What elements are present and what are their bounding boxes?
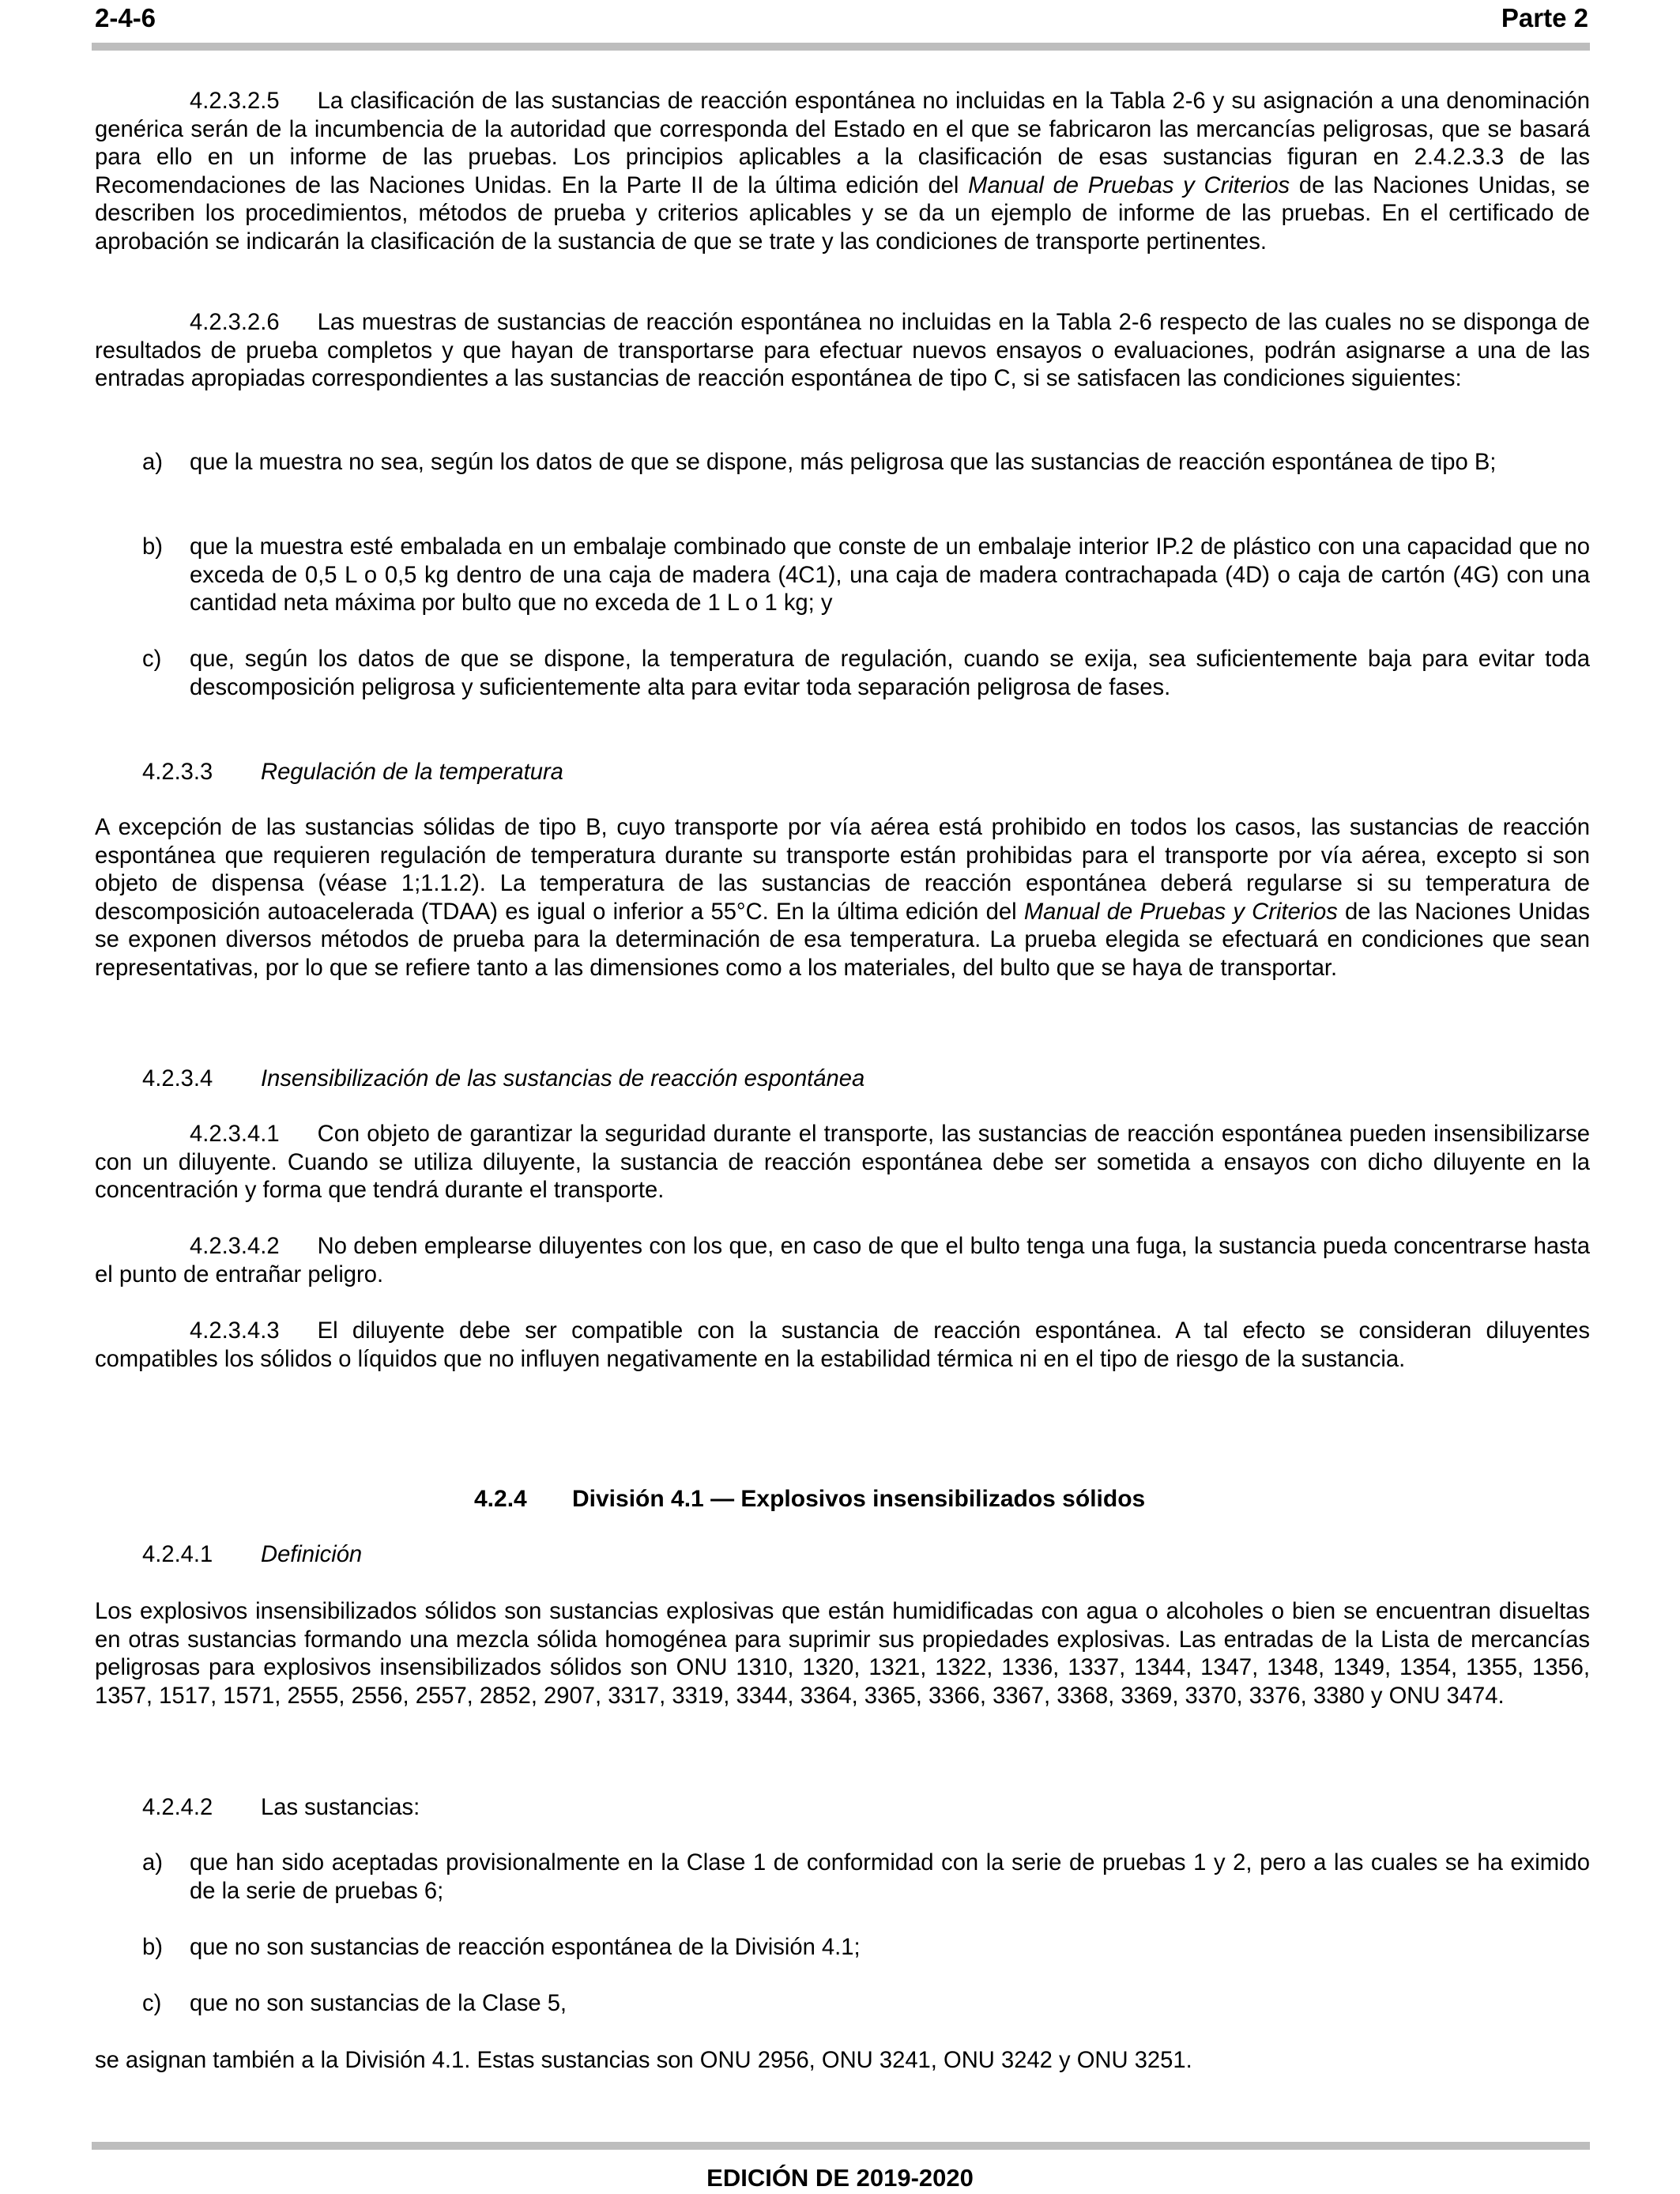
page-header-part: Parte 2 [1501, 3, 1588, 32]
paragraph-4-2-3-4-2 [95, 1233, 1590, 1289]
page-header-number: 2-4-6 [95, 3, 156, 32]
page-footer-edition: EDICIÓN DE 2019-2020 [706, 2164, 974, 2192]
list-item-letter: b) [142, 1935, 163, 1960]
heading-4-2-4-1 [142, 1541, 362, 1570]
list-item [95, 1934, 1590, 1962]
list-item-text: que, según los datos de que se dispone, la temperatura de regulación, cuando se exija, sea suficientemente baja para evitar toda descomposición peligrosa y suficientemente alta para evitar toda separación peligrosa de fases. [190, 647, 1590, 700]
paragraph-4-2-3-4-1 [95, 1121, 1590, 1205]
heading-title: Las sustancias: [261, 1795, 420, 1820]
list-item-letter: c) [142, 647, 162, 672]
paragraph-text: A excepción de las sustancias sólidas de tipo B, cuyo transporte por vía aérea está prohibido en todos los casos, las sustancias de reacción espontánea que requieren regulación de temperatura durante su transporte están prohibidas para el transporte por vía aérea, excepto si son objeto de dispensa (véase 1;1.1.2). La temperatura de las sustancias de reacción espontánea deberá regularse si su temperatura de descomposición autoacelerada (TDAA) es igual o inferior a 55°C. En la última edición del [95, 815, 1590, 925]
paragraph-text: se asignan también a la División 4.1. Estas sustancias son ONU 2956, ONU 3241, ONU 3242 y ONU 3251. [95, 2048, 1192, 2073]
list-item-letter: c) [142, 1991, 162, 2016]
list-item-text: que no son sustancias de la Clase 5, [190, 1991, 567, 2016]
heading-title: Insensibilización de las sustancias de reacción espontánea [261, 1066, 865, 1091]
paragraph-number: 4.2.3.2.6 [190, 310, 280, 335]
list-item [95, 1849, 1590, 1906]
paragraph-number: 4.2.3.4.1 [190, 1122, 280, 1147]
heading-number: 4.2.4.2 [142, 1795, 213, 1820]
list-item-letter: a) [142, 450, 163, 475]
paragraph-number: 4.2.3.4.3 [190, 1318, 280, 1344]
list-item [95, 646, 1590, 702]
paragraph-text: de las Naciones Unidas se exponen diversos métodos de prueba para la determinación de esa temperatura. La prueba elegida se efectuará en condiciones que sean representativas, por lo que se refiere tanto a las dimensiones como a los materiales, del bulto que se haya de transportar. [95, 899, 1591, 981]
list-item-letter: a) [142, 1850, 163, 1875]
paragraph-4-2-4-1 [95, 1598, 1590, 1710]
section-title-text: División 4.1 — Explosivos insensibilizados sólidos [572, 1486, 1146, 1512]
list-item-text: que han sido aceptadas provisionalmente en la Clase 1 de conformidad con la serie de pruebas 1 y 2, pero a las cuales se ha eximido de la serie de pruebas 6; [190, 1850, 1590, 1904]
list-item [95, 449, 1590, 477]
paragraph-4-2-3-3 [95, 814, 1590, 982]
heading-number: 4.2.3.3 [142, 760, 213, 785]
paragraph-text: de las Naciones Unidas, se describen los procedimientos, métodos de prueba y criterios aplicables y se da un ejemplo de informe de las pruebas. En el certificado de aprobación se indicarán la clasificación de la sustancia de que se trate y las condiciones de transporte pertinentes. [95, 172, 1590, 254]
paragraph-text: Con objeto de garantizar la seguridad durante el transporte, las sustancias de reacción espontánea pueden insensibilizarse con un diluyente. Cuando se utiliza diluyente, la sustancia de reacción espontánea debe ser sometida a ensayos con dicho diluyente en la concentración y forma que tendrá durante el transporte. [95, 1122, 1590, 1203]
manual-title-italic: Manual de Pruebas y Criterios [968, 172, 1290, 198]
section-title-4-2-4 [474, 1486, 1145, 1513]
list-item [95, 1990, 1590, 2019]
heading-4-2-3-3 [142, 759, 563, 787]
paragraph-text: El diluyente debe ser compatible con la sustancia de reacción espontánea. A tal efecto se consideran diluyentes compatibles los sólidos o líquidos que no influyen negativamente en la estabilidad térmica ni en el tipo de riesgo de la sustancia. [95, 1318, 1590, 1372]
heading-title: Definición [261, 1542, 363, 1567]
list-item-text: que no son sustancias de reacción espontánea de la División 4.1; [190, 1935, 861, 1960]
paragraph-number: 4.2.3.4.2 [190, 1234, 280, 1259]
paragraph-number: 4.2.3.2.5 [190, 89, 280, 114]
list-item-letter: b) [142, 534, 163, 560]
paragraph-4-2-3-4-3 [95, 1318, 1590, 1374]
list-item [95, 533, 1590, 618]
heading-4-2-3-4 [142, 1065, 864, 1094]
manual-title-italic: Manual de Pruebas y Criterios [1023, 899, 1338, 925]
heading-4-2-4-2 [142, 1794, 420, 1823]
paragraph-final [95, 2047, 1590, 2075]
list-item-text: que la muestra esté embalada en un embalaje combinado que conste de un embalaje interior IP.2 de plástico con una capacidad que no exceda de 0,5 L o 0,5 kg dentro de una caja de madera (4C1), una caja de madera contrachapada (4D) o caja de cartón (4G) con una cantidad neta máxima por bulto que no exceda de 1 L o 1 kg; y [190, 534, 1590, 616]
header-rule [92, 43, 1590, 51]
list-item-text: que la muestra no sea, según los datos de que se dispone, más peligrosa que las sustancias de reacción espontánea de tipo B; [190, 450, 1497, 475]
paragraph-4-2-3-2-6 [95, 309, 1590, 394]
heading-number: 4.2.3.4 [142, 1066, 213, 1091]
paragraph-text: La clasificación de las sustancias de reacción espontánea no incluidas en la Tabla 2-6 y su asignación a una denominación genérica serán de la incumbencia de la autoridad que corresponda del Estado en el que se fabricaron las mercancías peligrosas, que se basará para ello en un informe de las pruebas. Los principios aplicables a la clasificación de esas sustancias figuran en 2.4.2.3.3 de las Recomendaciones de las Naciones Unidas. En la Parte II de la última edición del [95, 89, 1590, 198]
heading-number: 4.2.4.1 [142, 1542, 213, 1567]
paragraph-4-2-3-2-5 [95, 88, 1590, 256]
footer-rule [92, 2142, 1590, 2150]
heading-title: Regulación de la temperatura [261, 760, 563, 785]
section-number: 4.2.4 [474, 1486, 527, 1512]
paragraph-text: No deben emplearse diluyentes con los que, en caso de que el bulto tenga una fuga, la sustancia pueda concentrarse hasta el punto de entrañar peligro. [95, 1234, 1590, 1287]
paragraph-text: Los explosivos insensibilizados sólidos son sustancias explosivas que están humidificadas con agua o alcoholes o bien se encuentran disueltas en otras sustancias formando una mezcla sólida homogénea para suprimir sus propiedades explosivas. Las entradas de la Lista de mercancías peligrosas para explosivos insensibilizados sólidos son ONU 1310, 1320, 1321, 1322, 1336, 1337, 1344, 1347, 1348, 1349, 1354, 1355, 1356, 1357, 1517, 1571, 2555, 2556, 2557, 2852, 2907, 3317, 3319, 3344, 3364, 3365, 3366, 3367, 3368, 3369, 3370, 3376, 3380 y ONU 3474. [95, 1599, 1590, 1709]
paragraph-text: Las muestras de sustancias de reacción espontánea no incluidas en la Tabla 2-6 respecto de las cuales no se disponga de resultados de prueba completos y que hayan de transportarse para efectuar nuevos ensayos o evaluaciones, podrán asignarse a una de las entradas apropiadas correspondientes a las sustancias de reacción espontánea de tipo C, si se satisfacen las condiciones siguientes: [95, 310, 1590, 391]
